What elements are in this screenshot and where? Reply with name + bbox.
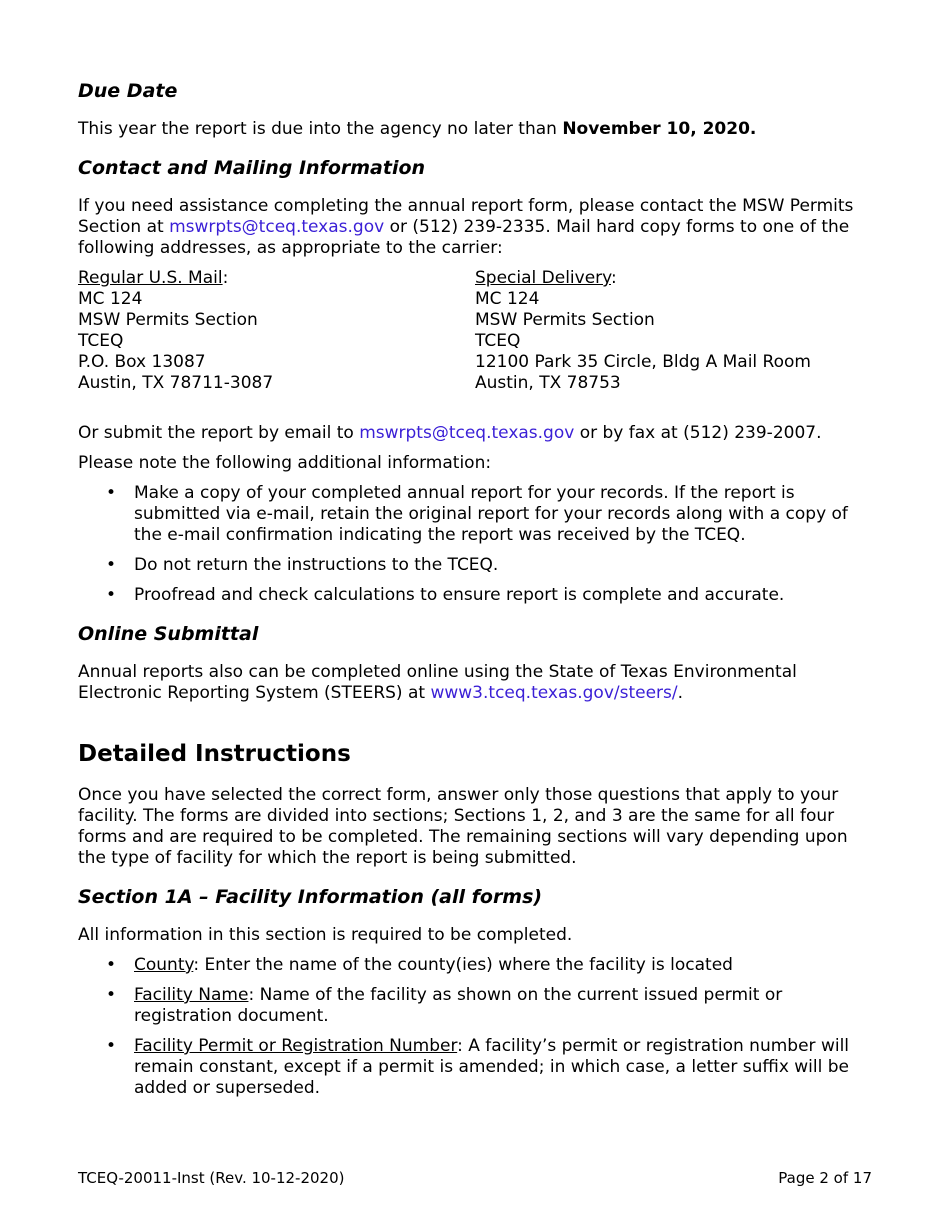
address-line: TCEQ <box>475 331 521 351</box>
section-1a-heading: Section 1A – Facility Information (all forms) <box>78 886 543 908</box>
list-item: • County: Enter the name of the county(ies) where the facility is located <box>78 955 872 976</box>
special-delivery-address <box>475 268 872 394</box>
note-intro: Please note the following additional information: <box>78 453 492 473</box>
address-line: MC 124 <box>475 289 540 309</box>
page-number: Page 2 of 17 <box>778 1169 872 1187</box>
due-date-heading: Due Date <box>78 80 178 102</box>
address-line: TCEQ <box>78 331 124 351</box>
address-line: Austin, TX 78753 <box>475 373 621 393</box>
detailed-instructions-heading: Detailed Instructions <box>78 741 351 767</box>
section-1a-intro: All information in this section is required to be completed. <box>78 925 573 945</box>
list-item: • Facility Name: Name of the facility as shown on the current issued permit or registration document. <box>78 985 872 1027</box>
list-item: • Facility Permit or Registration Number: A facility’s permit or registration number will remain constant, except if a permit is amended; in which case, a letter suffix will be added or superseded. <box>78 1036 872 1099</box>
list-item: • Proofread and check calculations to ensure report is complete and accurate. <box>78 585 872 606</box>
contact-paragraph: If you need assistance completing the annual report form, please contact the MSW Permits Section at mswrpts@tceq.texas.gov or (512) 239-2335. Mail hard copy forms to one of the following addresses, as appropriate to the carrier: <box>78 196 854 258</box>
submit-email-link[interactable]: mswrpts@tceq.texas.gov <box>359 423 575 443</box>
page-footer <box>78 1169 872 1188</box>
document-page <box>78 78 872 1099</box>
field-term: Facility Permit or Registration Number <box>134 1036 458 1056</box>
address-line: 12100 Park 35 Circle, Bldg A Mail Room <box>475 352 811 372</box>
online-submittal-heading: Online Submittal <box>78 623 259 645</box>
regular-mail-label: Regular U.S. Mail: <box>78 268 229 288</box>
note-list <box>78 483 872 606</box>
due-date-value: November 10, 2020. <box>562 119 757 139</box>
address-line: MSW Permits Section <box>78 310 258 330</box>
address-line: MSW Permits Section <box>475 310 655 330</box>
regular-mail-address <box>78 268 475 394</box>
address-line: P.O. Box 13087 <box>78 352 206 372</box>
list-item: • Do not return the instructions to the TCEQ. <box>78 555 872 576</box>
detailed-instructions-text: Once you have selected the correct form, answer only those questions that apply to your facility. The forms are divided into sections; Sections 1, 2, and 3 are the same for all four forms and are required to be completed. The remaining sections will vary depending upon the type of facility for which the report is being submitted. <box>78 785 848 868</box>
contact-email-link[interactable]: mswrpts@tceq.texas.gov <box>169 217 385 237</box>
section-1a-list <box>78 955 872 1099</box>
form-id: TCEQ-20011-Inst (Rev. 10-12-2020) <box>78 1169 345 1187</box>
special-delivery-label: Special Delivery: <box>475 268 617 288</box>
due-date-text: This year the report is due into the agency no later than November 10, 2020. <box>78 119 757 139</box>
field-term: County <box>134 955 194 975</box>
email-fax-submit-text: Or submit the report by email to mswrpts@tceq.texas.gov or by fax at (512) 239-2007. <box>78 423 822 443</box>
contact-heading: Contact and Mailing Information <box>78 157 426 179</box>
address-line: Austin, TX 78711-3087 <box>78 373 274 393</box>
list-item: • Make a copy of your completed annual report for your records. If the report is submitted via e-mail, retain the original report for your records along with a copy of the e-mail confirmation indicating the report was received by the TCEQ. <box>78 483 872 546</box>
field-term: Facility Name <box>134 985 249 1005</box>
steers-link[interactable]: www3.tceq.texas.gov/steers/ <box>430 683 678 703</box>
online-submittal-text: Annual reports also can be completed online using the State of Texas Environmental Electronic Reporting System (STEERS) at www3.tceq.texas.gov/steers/. <box>78 662 797 703</box>
mailing-addresses <box>78 268 872 394</box>
address-line: MC 124 <box>78 289 143 309</box>
